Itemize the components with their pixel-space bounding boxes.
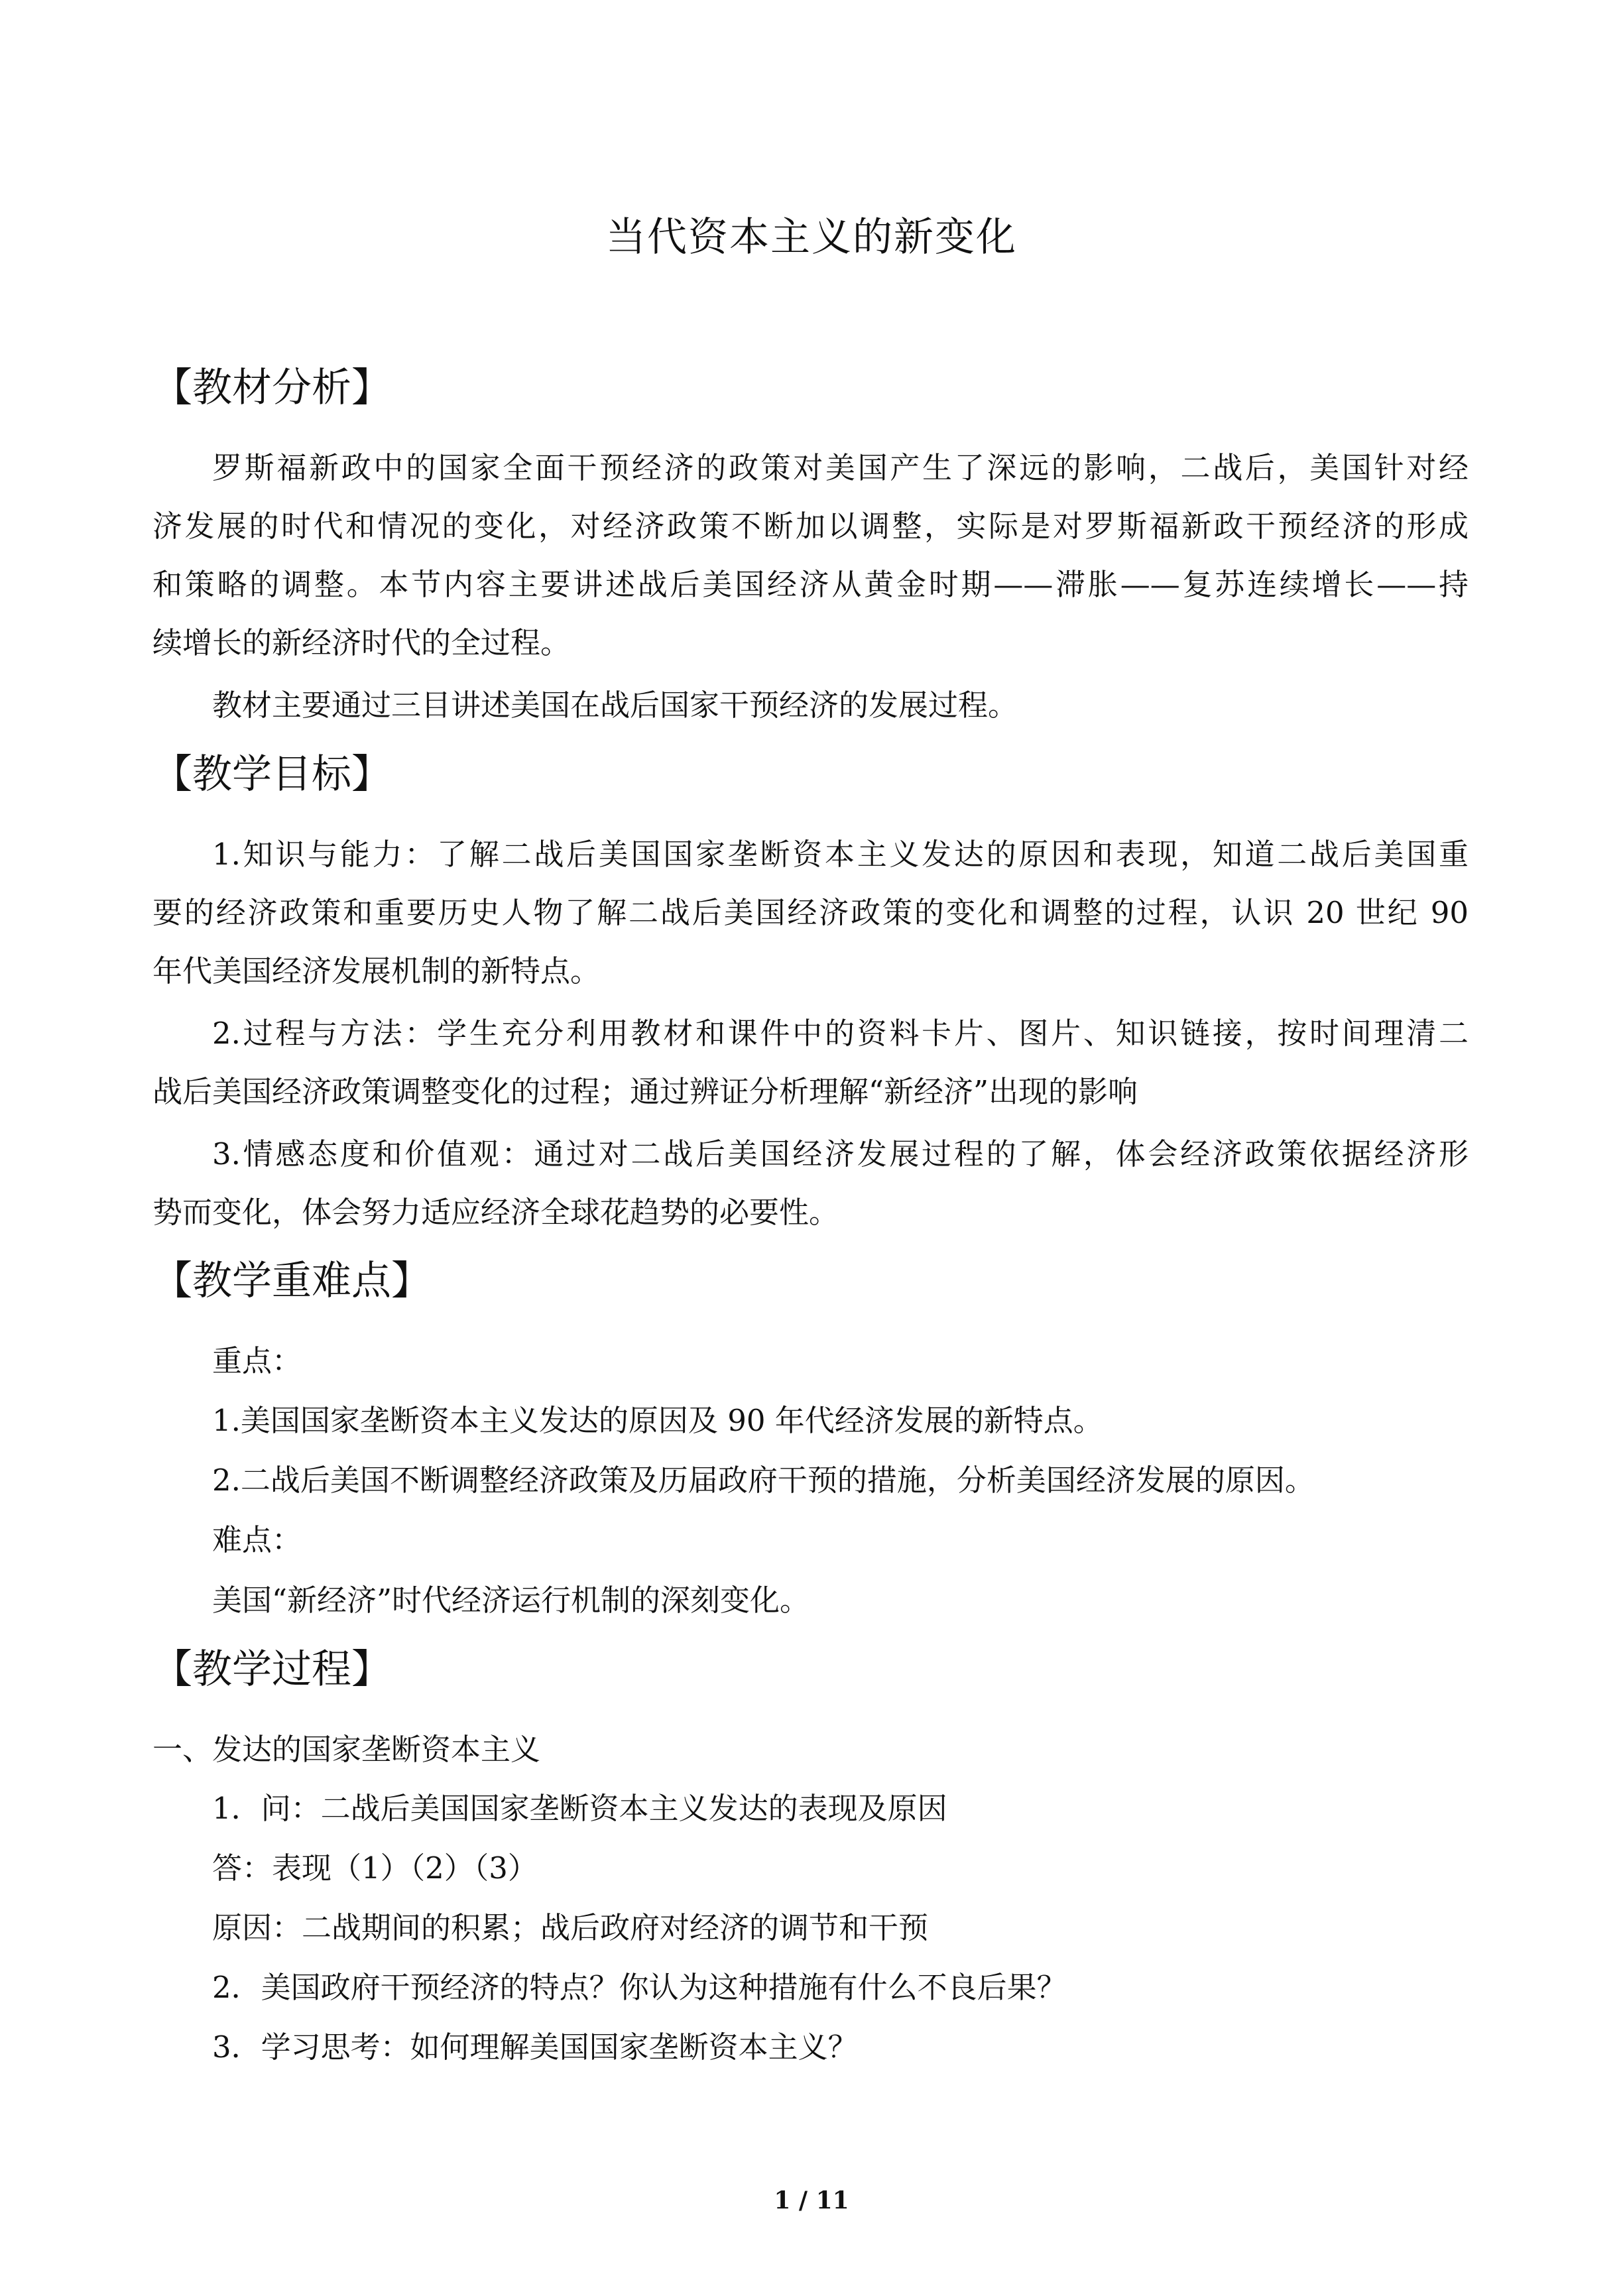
goal-line: 2.过程与方法：学生充分利用教材和课件中的资料卡片、图片、知识链接，按时间理清二	[212, 1016, 1469, 1051]
goal-line: 1.知识与能力：了解二战后美国国家垄断资本主义发达的原因和表现，知道二战后美国重	[212, 837, 1469, 872]
section-heading-goals: 【教学目标】	[152, 751, 391, 798]
analysis-paragraph-line: 罗斯福新政中的国家全面干预经济的政策对美国产生了深远的影响，二战后，美国针对经	[212, 450, 1469, 485]
analysis-paragraph-line: 济发展的时代和情况的变化，对经济政策不断加以调整，实际是对罗斯福新政干预经济的形成	[152, 509, 1469, 544]
process-reason: 原因：二战期间的积累；战后政府对经济的调节和干预	[212, 1910, 929, 1945]
process-part-heading: 一、发达的国家垄断资本主义	[152, 1732, 541, 1767]
process-question: 3．学习思考：如何理解美国国家垄断资本主义？	[212, 2029, 858, 2065]
analysis-paragraph: 教材主要通过三目讲述美国在战后国家干预经济的发展过程。	[212, 688, 1018, 723]
difficulty-point: 美国“新经济”时代经济运行机制的深刻变化。	[212, 1583, 810, 1618]
section-heading-analysis: 【教材分析】	[152, 365, 391, 411]
goal-line: 年代美国经济发展机制的新特点。	[152, 953, 601, 989]
difficulty-label: 难点：	[212, 1522, 302, 1557]
process-answer: 答：表现（1）（2）（3）	[212, 1850, 538, 1886]
analysis-paragraph-line: 和策略的调整。本节内容主要讲述战后美国经济从黄金时期——滞胀——复苏连续增长——持	[152, 567, 1469, 602]
goal-line: 势而变化，体会努力适应经济全球花趋势的必要性。	[152, 1195, 839, 1230]
goal-line: 3.情感态度和价值观：通过对二战后美国经济发展过程的了解，体会经济政策依据经济形	[212, 1136, 1469, 1172]
section-heading-process: 【教学过程】	[152, 1646, 391, 1693]
analysis-paragraph-line: 续增长的新经济时代的全过程。	[152, 625, 571, 660]
key-point: 2.二战后美国不断调整经济政策及历届政府干预的措施，分析美国经济发展的原因。	[212, 1463, 1315, 1498]
goal-line: 要的经济政策和重要历史人物了解二战后美国经济政策的变化和调整的过程，认识 20 世纪 90	[152, 895, 1469, 930]
key-point: 1.美国国家垄断资本主义发达的原因及 90 年代经济发展的新特点。	[212, 1403, 1103, 1438]
goal-line: 战后美国经济政策调整变化的过程；通过辨证分析理解“新经济”出现的影响	[152, 1074, 1138, 1109]
process-question: 2．美国政府干预经济的特点？你认为这种措施有什么不良后果？	[212, 1970, 1067, 2005]
key-label: 重点：	[212, 1343, 302, 1378]
document-title: 当代资本主义的新变化	[606, 214, 1017, 261]
page-number: 1 / 11	[774, 2187, 849, 2214]
section-heading-keypoints: 【教学重难点】	[152, 1258, 431, 1304]
process-question: 1．问：二战后美国国家垄断资本主义发达的表现及原因	[212, 1791, 947, 1826]
